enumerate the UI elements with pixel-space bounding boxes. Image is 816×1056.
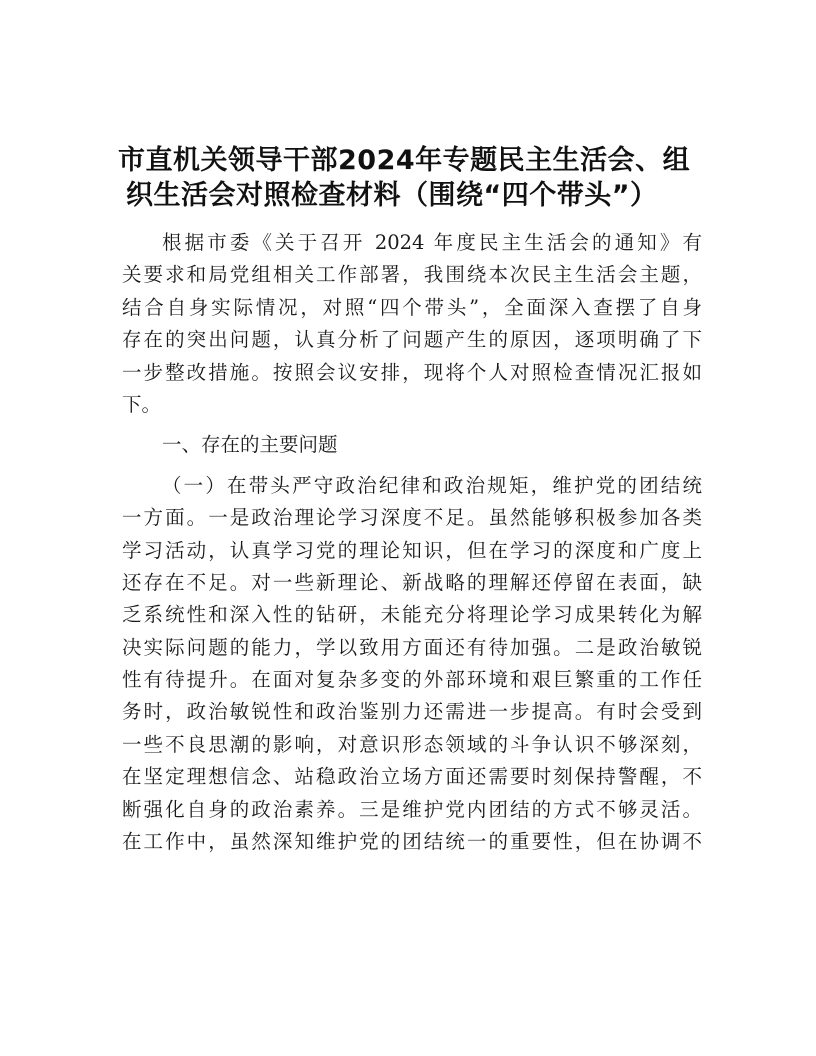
intro-line: 结合自身实际情况，对照“四个带头”，全面深入查摆了自身	[122, 295, 702, 319]
section-line: 在坚定理想信念、站稳政治立场方面还需要时刻保持警醒，不	[122, 765, 702, 789]
section-line: 务时，政治敏锐性和政治鉴别力还需进一步提高。有时会受到	[122, 700, 702, 724]
title-line-1: 市直机关领导干部2024年专题民主生活会、组	[118, 145, 691, 176]
section-line: （一）在带头严守政治纪律和政治规矩，维护党的团结统	[162, 473, 702, 497]
intro-line: 根据市委《关于召开 2024 年度民主生活会的通知》有	[162, 231, 702, 254]
document-body	[122, 227, 702, 858]
document-title	[118, 143, 708, 213]
intro-line: 关要求和局党组相关工作部署，我围绕本次民主生活会主题，	[122, 263, 702, 287]
intro-line: 存在的突出问题，认真分析了问题产生的原因，逐项明确了下	[122, 328, 702, 352]
section-line: 一方面。一是政治理论学习深度不足。虽然能够积极参加各类	[122, 506, 702, 530]
section-line: 决实际问题的能力，学以致用方面还有待加强。二是政治敏锐	[122, 635, 702, 659]
title-line-2: 织生活会对照检查材料（围绕“四个带头”）	[126, 180, 658, 211]
intro-line: 一步整改措施。按照会议安排，现将个人对照检查情况汇报如	[122, 360, 702, 384]
section-line: 性有待提升。在面对复杂多变的外部环境和艰巨繁重的工作任	[122, 668, 702, 692]
section-line: 一些不良思潮的影响，对意识形态领域的斗争认识不够深刻，	[122, 732, 702, 756]
section-line: 乏系统性和深入性的钻研，未能充分将理论学习成果转化为解	[122, 603, 702, 627]
section-line: 断强化自身的政治素养。三是维护党内团结的方式不够灵活。	[122, 797, 702, 821]
section-heading: 一、存在的主要问题	[162, 433, 338, 457]
section-line: 在工作中，虽然深知维护党的团结统一的重要性，但在协调不	[122, 830, 702, 854]
intro-line: 下。	[122, 392, 162, 416]
section-line: 还存在不足。对一些新理论、新战略的理解还停留在表面，缺	[122, 570, 702, 594]
section-line: 学习活动，认真学习党的理论知识，但在学习的深度和广度上	[122, 538, 702, 562]
